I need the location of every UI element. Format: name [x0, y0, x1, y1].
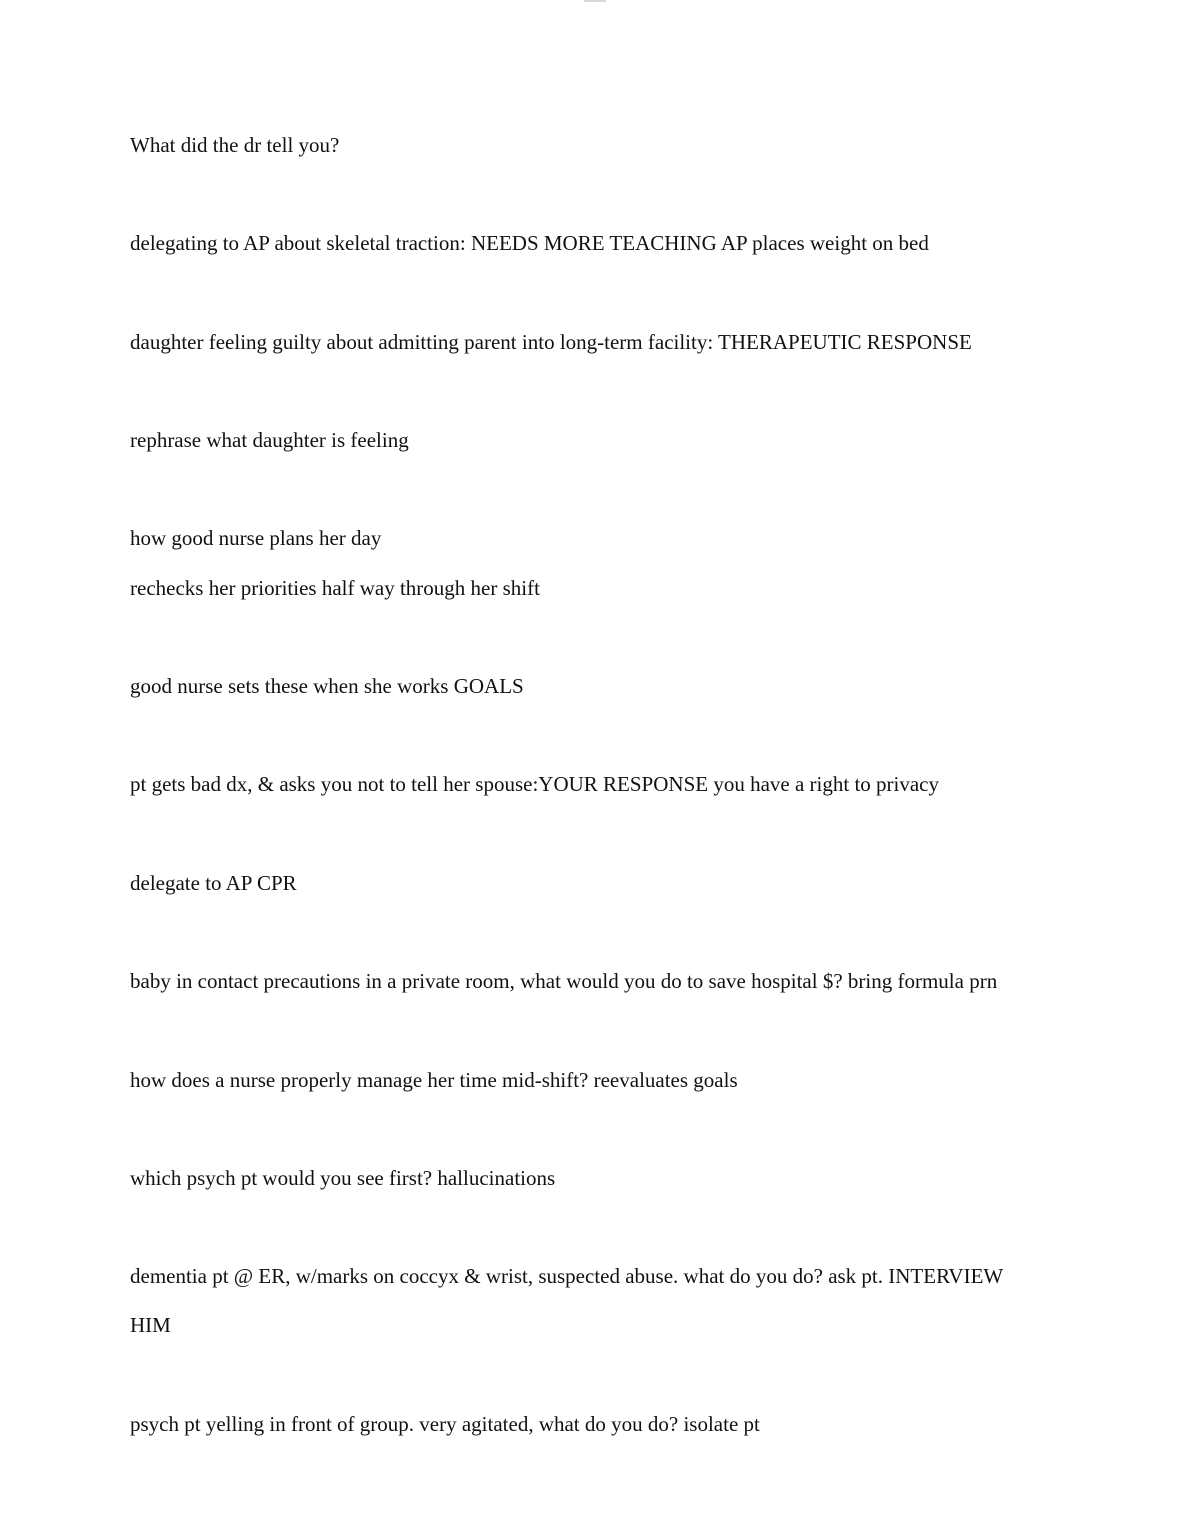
text-line: delegating to AP about skeletal traction: NEEDS MORE TEACHING AP places weight on bed [130, 231, 929, 255]
header-mark [584, 0, 606, 2]
text-line: psych pt yelling in front of group. very agitated, what do you do? isolate pt [130, 1412, 760, 1436]
text-line: delegate to AP CPR [130, 871, 297, 895]
text-line: which psych pt would you see first? hallucinations [130, 1166, 556, 1190]
text-line: dementia pt @ ER, w/marks on coccyx & wrist, suspected abuse. what do you do? ask pt. INTERVIEW [130, 1264, 1004, 1288]
text-line: What did the dr tell you? [130, 133, 340, 157]
text-line: HIM [130, 1313, 171, 1337]
text-line: rechecks her priorities half way through her shift [130, 576, 540, 600]
text-line: daughter feeling guilty about admitting parent into long-term facility: THERAPEUTIC RESPONSE [130, 330, 972, 354]
text-line: good nurse sets these when she works GOALS [130, 674, 524, 698]
text-line: rephrase what daughter is feeling [130, 428, 409, 452]
text-line: how does a nurse properly manage her time mid-shift? reevaluates goals [130, 1068, 738, 1092]
text-line: baby in contact precautions in a private room, what would you do to save hospital $? bring formula prn [130, 969, 998, 993]
text-line: pt gets bad dx, & asks you not to tell her spouse:YOUR RESPONSE you have a right to privacy [130, 772, 940, 796]
text-line: how good nurse plans her day [130, 526, 382, 550]
